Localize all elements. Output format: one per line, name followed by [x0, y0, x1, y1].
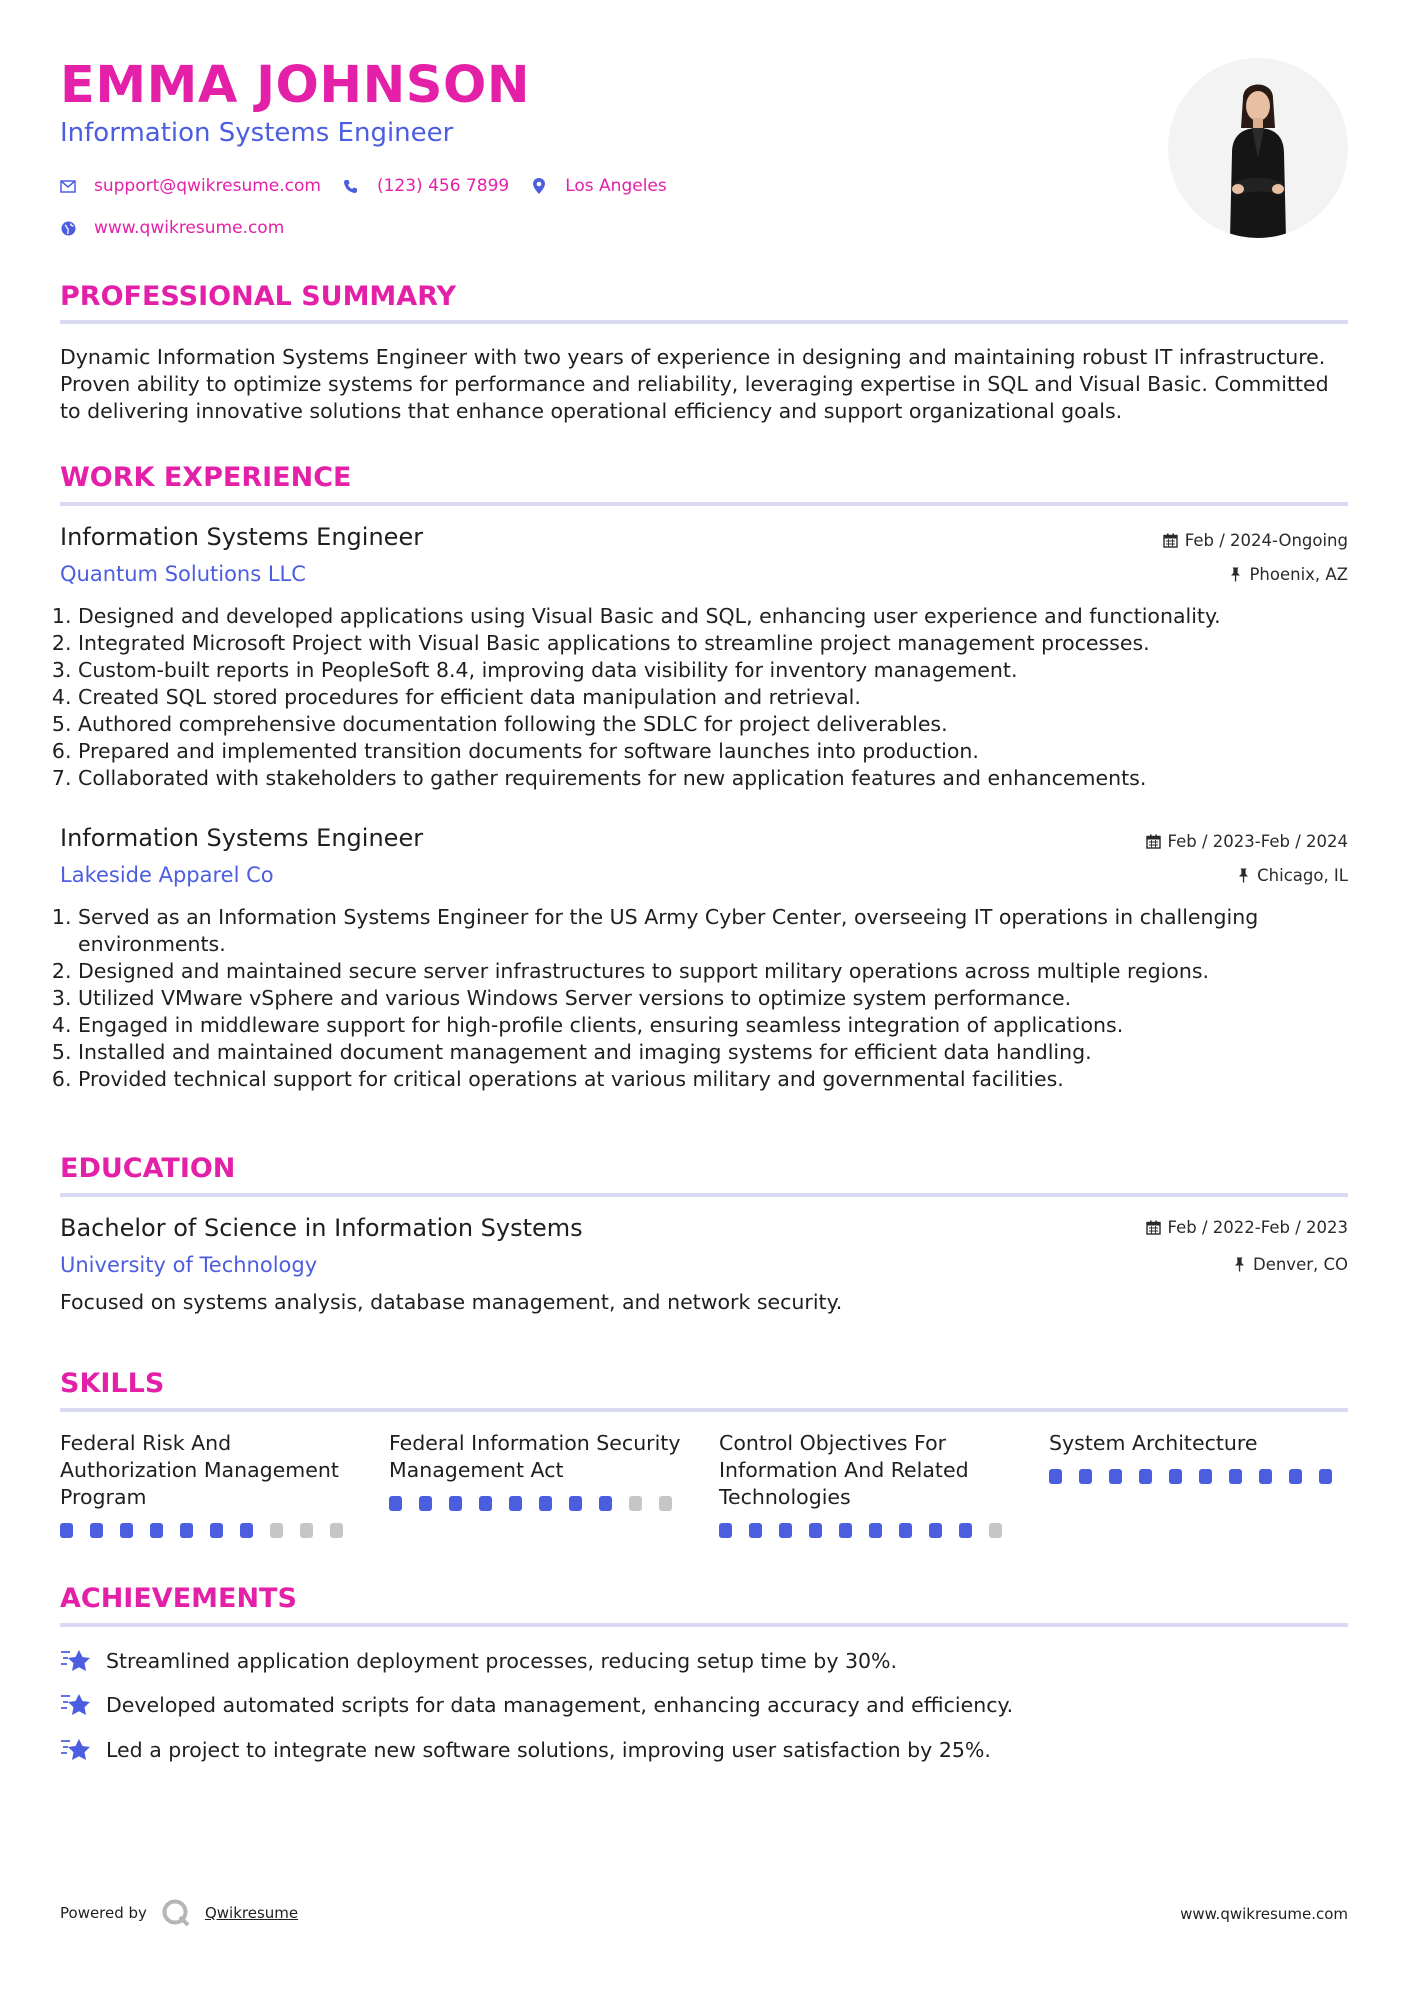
- achievement-text: Led a project to integrate new software solutions, improving user satisfaction by 25%.: [106, 1738, 991, 1762]
- footer-powered-by: [60, 1898, 298, 1928]
- job-location-2: [1237, 866, 1348, 886]
- skill-dot-filled: [60, 1523, 73, 1538]
- education-description: Focused on systems analysis, database management, and network security.: [60, 1290, 843, 1314]
- school-name: University of Technology: [60, 1253, 318, 1277]
- pushpin-icon: [1233, 1257, 1246, 1272]
- education-heading: EDUCATION: [60, 1153, 236, 1184]
- envelope-icon: [60, 178, 76, 194]
- skill-dot-empty: [629, 1496, 642, 1511]
- skill-dot-filled: [150, 1523, 163, 1538]
- phone-number[interactable]: (123) 456 7899: [376, 176, 510, 196]
- list-item: 1. Designed and developed applications using Visual Basic and SQL, enhancing user experience and functionality.: [78, 603, 1366, 630]
- skill-dot-filled: [210, 1523, 223, 1538]
- skill-dot-filled: [1199, 1469, 1212, 1484]
- profile-photo: [1168, 58, 1348, 238]
- list-item: 1. Served as an Information Systems Engineer for the US Army Cyber Center, overseeing IT operations in challenging environments.: [78, 904, 1366, 958]
- skill-dot-filled: [779, 1523, 792, 1538]
- list-item: 6. Prepared and implemented transition documents for software launches into production.: [78, 738, 1366, 765]
- skill-item-1: [60, 1430, 360, 1538]
- job-bullets-2: [60, 904, 1366, 1093]
- skill-dot-filled: [419, 1496, 432, 1511]
- skill-dot-empty: [989, 1523, 1002, 1538]
- job-dates-2: [1146, 832, 1348, 852]
- summary-divider: [60, 320, 1348, 324]
- experience-divider: [60, 502, 1348, 506]
- skill-item-3: [719, 1430, 1019, 1538]
- list-item: 5. Authored comprehensive documentation following the SDLC for project deliverables.: [78, 711, 1366, 738]
- job-location-text-1: Phoenix, AZ: [1249, 565, 1348, 584]
- list-item: 6. Provided technical support for critical operations at various military and governmental facilities.: [78, 1066, 1366, 1093]
- skills-divider: [60, 1408, 1348, 1412]
- skill-dot-filled: [719, 1523, 732, 1538]
- summary-text: Dynamic Information Systems Engineer with two years of experience in designing and maintaining robust IT infrastructure. Proven ability to optimize systems for performance and reliability, leveraging expertise in SQL and Visual Basic. Committed to delivering innovative solutions that enhance operational efficiency and support organizational goals.: [60, 345, 1329, 423]
- job-dates-1: [1163, 531, 1348, 551]
- skill-dot-filled: [809, 1523, 822, 1538]
- skill-dot-empty: [330, 1523, 343, 1538]
- job-dates-text-2: Feb / 2023-Feb / 2024: [1167, 832, 1348, 851]
- degree-title: Bachelor of Science in Information Systems: [60, 1214, 583, 1242]
- skill-dot-empty: [270, 1523, 283, 1538]
- job-dates-text-1: Feb / 2024-Ongoing: [1184, 531, 1348, 550]
- list-item: 4. Engaged in middleware support for high-profile clients, ensuring seamless integration of applications.: [78, 1012, 1366, 1039]
- achievement-text: Streamlined application deployment processes, reducing setup time by 30%.: [106, 1649, 898, 1673]
- candidate-title: Information Systems Engineer: [60, 118, 454, 148]
- education-dates-text: Feb / 2022-Feb / 2023: [1167, 1218, 1348, 1237]
- list-item: 2. Designed and maintained secure server infrastructures to support military operations across multiple regions.: [78, 958, 1366, 985]
- phone-icon: [343, 178, 359, 194]
- company-name-2: Lakeside Apparel Co: [60, 863, 274, 887]
- achievements-divider: [60, 1623, 1348, 1627]
- email-link[interactable]: support@qwikresume.com: [94, 176, 321, 196]
- skill-dot-filled: [1079, 1469, 1092, 1484]
- candidate-name: EMMA JOHNSON: [60, 56, 531, 115]
- job-title-2: Information Systems Engineer: [60, 824, 424, 852]
- skill-dot-filled: [1169, 1469, 1182, 1484]
- skill-dot-filled: [1229, 1469, 1242, 1484]
- list-item: 4. Created SQL stored procedures for efficient data manipulation and retrieval.: [78, 684, 1366, 711]
- skill-dot-filled: [899, 1523, 912, 1538]
- calendar-icon: [1146, 1220, 1161, 1235]
- skill-dot-filled: [1289, 1469, 1302, 1484]
- education-location: [1233, 1255, 1348, 1275]
- skill-dot-empty: [300, 1523, 313, 1538]
- skill-dot-filled: [569, 1496, 582, 1511]
- qwikresume-logo-icon: [161, 1898, 191, 1928]
- star-icon: [60, 1691, 92, 1719]
- company-name-1: Quantum Solutions LLC: [60, 562, 306, 586]
- skill-dot-filled: [1259, 1469, 1272, 1484]
- powered-by-label: Powered by: [60, 1904, 147, 1922]
- job-location-text-2: Chicago, IL: [1257, 866, 1348, 885]
- globe-icon: [60, 220, 76, 236]
- skill-dot-filled: [1049, 1469, 1062, 1484]
- achievement-item-3: [60, 1736, 991, 1764]
- brand-link[interactable]: Qwikresume: [204, 1904, 299, 1922]
- skill-dot-filled: [539, 1496, 552, 1511]
- skill-dot-filled: [929, 1523, 942, 1538]
- skill-dot-empty: [659, 1496, 672, 1511]
- skill-dot-filled: [869, 1523, 882, 1538]
- skill-dot-filled: [449, 1496, 462, 1511]
- skill-dot-filled: [959, 1523, 972, 1538]
- experience-heading: WORK EXPERIENCE: [60, 462, 352, 493]
- education-location-text: Denver, CO: [1252, 1255, 1348, 1274]
- skill-item-2: [389, 1430, 689, 1511]
- skill-level-dots: [1049, 1469, 1349, 1484]
- skill-dot-filled: [599, 1496, 612, 1511]
- contact-row-primary: [60, 176, 689, 196]
- list-item: 3. Utilized VMware vSphere and various Windows Server versions to optimize system performance.: [78, 985, 1366, 1012]
- skill-level-dots: [719, 1523, 1019, 1538]
- list-item: 5. Installed and maintained document management and imaging systems for efficient data handling.: [78, 1039, 1366, 1066]
- job-title-1: Information Systems Engineer: [60, 523, 424, 551]
- job-location-1: [1229, 565, 1348, 585]
- education-dates: [1146, 1218, 1348, 1238]
- skill-dot-filled: [1139, 1469, 1152, 1484]
- calendar-icon: [1163, 533, 1178, 548]
- skill-dot-filled: [180, 1523, 193, 1538]
- website-link[interactable]: www.qwikresume.com: [94, 218, 285, 238]
- skill-dot-filled: [1319, 1469, 1332, 1484]
- achievement-item-1: [60, 1647, 897, 1675]
- skill-name: Control Objectives For Information And Related Technologies: [719, 1431, 969, 1509]
- skill-name: System Architecture: [1049, 1431, 1258, 1455]
- skill-dot-filled: [479, 1496, 492, 1511]
- list-item: 7. Collaborated with stakeholders to gather requirements for new application features and enhancements.: [78, 765, 1366, 792]
- map-pin-icon: [531, 178, 547, 194]
- skill-level-dots: [60, 1523, 360, 1538]
- achievement-item-2: [60, 1691, 1013, 1719]
- skill-dot-filled: [839, 1523, 852, 1538]
- footer-url[interactable]: www.qwikresume.com: [1180, 1905, 1348, 1923]
- contact-row-secondary: [60, 218, 306, 238]
- skill-dot-filled: [1109, 1469, 1122, 1484]
- pushpin-icon: [1237, 868, 1250, 883]
- pushpin-icon: [1229, 567, 1242, 582]
- star-icon: [60, 1647, 92, 1675]
- skill-dot-filled: [90, 1523, 103, 1538]
- skill-dot-filled: [240, 1523, 253, 1538]
- skill-dot-filled: [389, 1496, 402, 1511]
- achievements-heading: ACHIEVEMENTS: [60, 1583, 297, 1614]
- skill-level-dots: [389, 1496, 689, 1511]
- skills-heading: SKILLS: [60, 1368, 165, 1399]
- calendar-icon: [1146, 834, 1161, 849]
- skill-dot-filled: [120, 1523, 133, 1538]
- job-bullets-1: [60, 603, 1366, 792]
- list-item: 2. Integrated Microsoft Project with Visual Basic applications to streamline project management processes.: [78, 630, 1366, 657]
- skill-name: Federal Risk And Authorization Management Program: [60, 1431, 339, 1509]
- list-item: 3. Custom-built reports in PeopleSoft 8.4, improving data visibility for inventory management.: [78, 657, 1366, 684]
- achievement-text: Developed automated scripts for data management, enhancing accuracy and efficiency.: [106, 1693, 1014, 1717]
- skill-item-4: [1049, 1430, 1349, 1484]
- star-icon: [60, 1736, 92, 1764]
- skill-dot-filled: [749, 1523, 762, 1538]
- skill-name: Federal Information Security Management Act: [389, 1431, 681, 1482]
- location-text: Los Angeles: [565, 176, 667, 196]
- education-divider: [60, 1193, 1348, 1197]
- skill-dot-filled: [509, 1496, 522, 1511]
- summary-heading: PROFESSIONAL SUMMARY: [60, 281, 457, 312]
